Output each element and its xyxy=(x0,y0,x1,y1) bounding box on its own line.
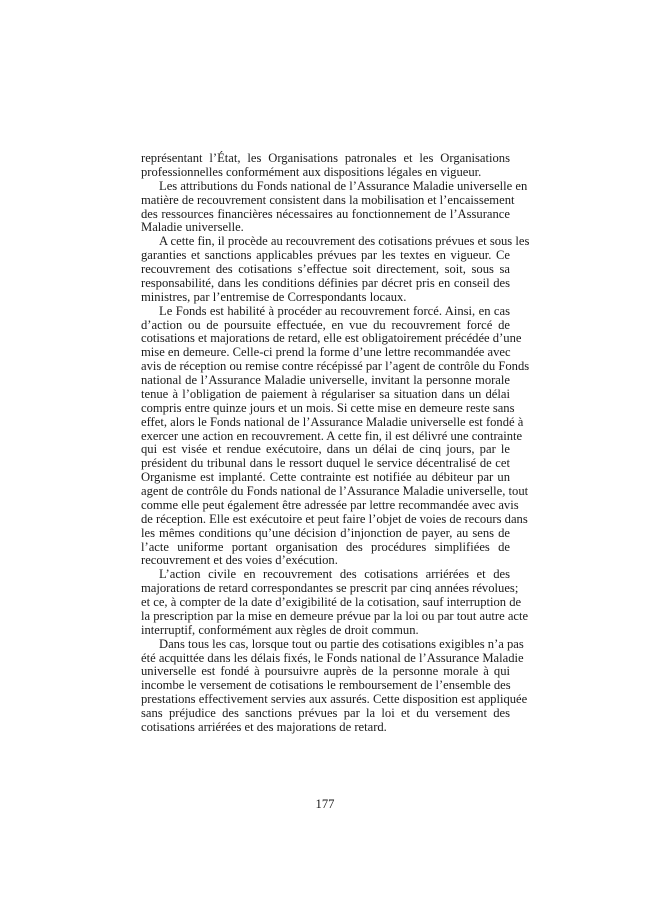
text-line: matière de recouvrement consistent dans la mobilisation et l’encaissement xyxy=(141,192,515,207)
paragraph xyxy=(141,636,528,735)
text-line: incombe le versement de cotisations le remboursement de l’ensemble des xyxy=(141,678,511,693)
text-line: cotisations et majorations de retard, elle est obligatoirement précédée d’une xyxy=(141,331,522,346)
text-line: national de l’Assurance Maladie universelle, invitant la personne morale xyxy=(141,373,510,387)
text-line: responsabilité, dans les conditions définies par décret pris en conseil des xyxy=(141,275,510,290)
paragraph xyxy=(141,152,510,180)
paragraph xyxy=(141,303,530,569)
text-line: Organisme est implanté. Cette contrainte est notifiée au débiteur par un xyxy=(141,470,510,485)
text-line: des ressources financières nécessaires au fonctionnement de l’Assurance xyxy=(141,206,510,221)
body-text xyxy=(141,151,530,735)
text-line: prestations effectivement servies aux assurés. Cette disposition est appliquée xyxy=(141,692,528,707)
text-line: interruptif, conformément aux règles de droit commun. xyxy=(141,622,419,637)
text-line: la prescription par la mise en demeure prévue par la loi ou par tout autre acte xyxy=(141,608,529,623)
text-line: garanties et sanctions applicables prévues par les textes en vigueur. Ce xyxy=(141,248,510,263)
text-line: et ce, à compter de la date d’exigibilité de la cotisation, sauf interruption de xyxy=(141,595,522,609)
text-line: cotisations arriérées et des majorations de retard. xyxy=(141,719,387,734)
page-number: 177 xyxy=(315,797,335,811)
paragraph xyxy=(141,178,528,236)
text-line: Les attributions du Fonds national de l’Assurance Maladie universelle en xyxy=(159,178,528,193)
text-line: recouvrement des cotisations s’effectue soit directement, soit, sous sa xyxy=(141,262,510,276)
text-line: A cette fin, il procède au recouvrement des cotisations prévues et sous les xyxy=(159,234,530,249)
text-line: d’action ou de poursuite effectuée, en vue du recouvrement forcé de xyxy=(141,317,510,332)
text-line: compris entre quinze jours et un mois. Si cette mise en demeure reste sans xyxy=(141,400,515,415)
text-line: L’action civile en recouvrement des cotisations arriérées et des xyxy=(159,567,510,582)
text-line: universelle est fondé à poursuivre auprès de la personne morale à qui xyxy=(141,664,510,679)
text-line: agent de contrôle du Fonds national de l’Assurance Maladie universelle, tout xyxy=(141,484,529,498)
text-line: président du tribunal dans le ressort duquel le service décentralisé de cet xyxy=(141,456,510,471)
text-line: comme elle peut également être adressée par lettre recommandée avec avis xyxy=(141,497,519,512)
text-line: majorations de retard correspondantes se prescrit par cinq années révolues; xyxy=(141,581,519,596)
text-line: l’acte uniforme portant organisation des procédures simplifiées de xyxy=(141,539,510,554)
text-line: été acquittée dans les délais fixés, le Fonds national de l’Assurance Maladie xyxy=(141,650,524,665)
text-line: avis de réception ou remise contre récépissé par l’agent de contrôle du Fonds xyxy=(141,359,530,374)
text-line: de réception. Elle est exécutoire et peut faire l’objet de voies de recours dans xyxy=(141,511,528,526)
paragraph xyxy=(141,567,529,637)
text-line: Dans tous les cas, lorsque tout ou partie des cotisations exigibles n’a pas xyxy=(159,636,524,651)
text-line: sans préjudice des sanctions prévues par la loi et du versement des xyxy=(141,706,510,720)
text-line: représentant l’État, les Organisations patronales et les Organisations xyxy=(141,151,510,165)
text-line: mise en demeure. Celle-ci prend la forme d’une lettre recommandée avec xyxy=(141,345,511,360)
text-line: recouvrement et des voies d’exécution. xyxy=(141,553,338,568)
text-line: Maladie universelle. xyxy=(141,220,244,235)
text-line: effet, alors le Fonds national de l’Assurance Maladie universelle est fondé à xyxy=(141,414,524,429)
text-line: les mêmes conditions qu’une décision d’injonction de payer, au sens de xyxy=(141,525,510,540)
text-line: qui est visée et rendue exécutoire, dans un délai de cinq jours, par le xyxy=(141,442,510,457)
text-line: ministres, par l’entremise de Correspondants locaux. xyxy=(141,289,407,304)
text-line: tenue à l’obligation de paiement à régulariser sa situation dans un délai xyxy=(141,386,510,401)
paragraph xyxy=(141,234,530,304)
text-line: professionnelles conformément aux dispositions légales en vigueur. xyxy=(141,164,482,179)
text-line: exercer une action en recouvrement. A cette fin, il est délivré une contrainte xyxy=(141,428,523,443)
text-line: Le Fonds est habilité à procéder au recouvrement forcé. Ainsi, en cas xyxy=(159,303,510,318)
